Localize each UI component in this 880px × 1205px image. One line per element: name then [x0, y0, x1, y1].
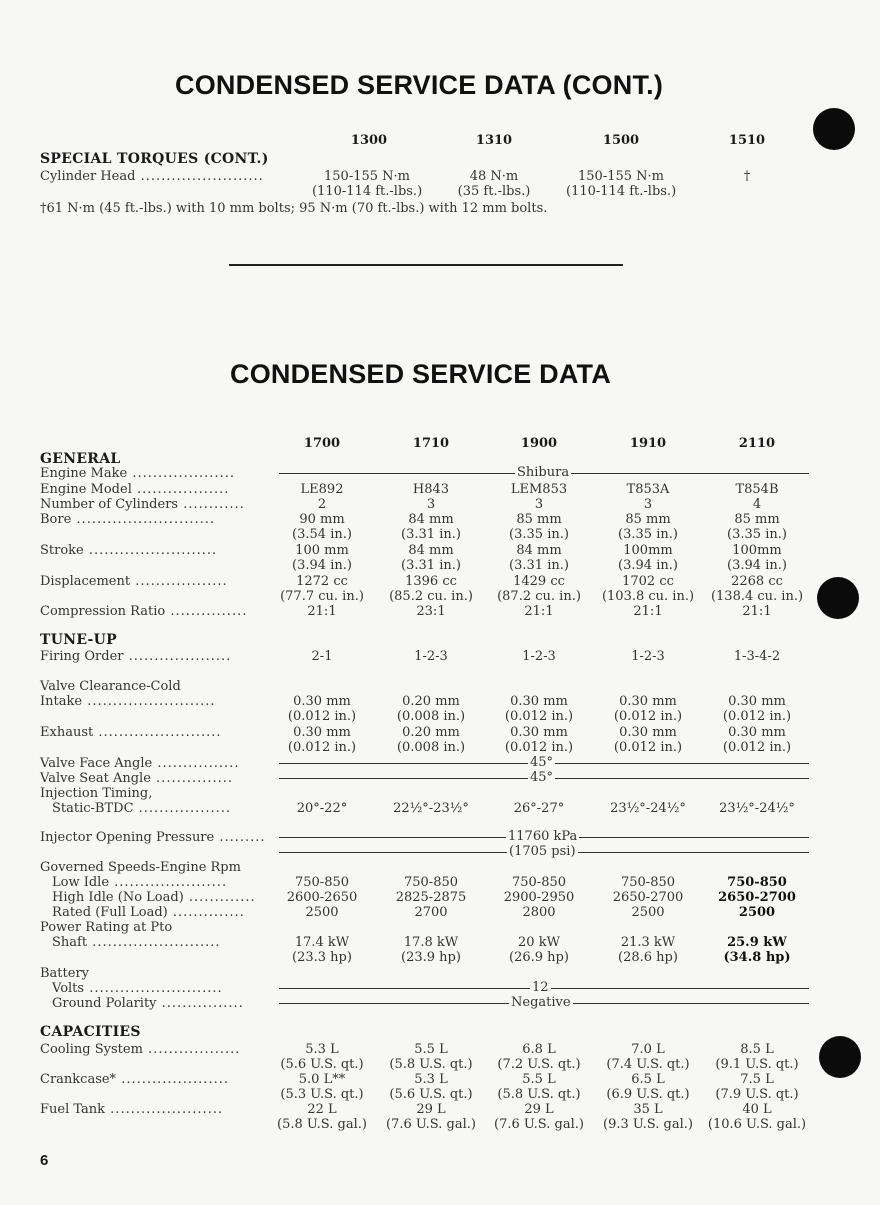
data-cell-engine-model: LE892 — [300, 482, 344, 497]
row-label: Bore ........................... — [40, 512, 216, 527]
data-cell-low-idle: 750-850 — [727, 875, 787, 890]
data-cell-intake-1: 0.30 mm — [619, 694, 677, 709]
data-cell-fuel-1: 22 L — [307, 1102, 337, 1117]
data-cell-high-idle: 2650-2700 — [612, 890, 684, 905]
data-cell-intake-1: 0.30 mm — [728, 694, 786, 709]
data-cell-disp-2: (85.2 cu. in.) — [389, 589, 473, 604]
data-cell-cylinders: 4 — [752, 497, 762, 512]
data-cell-intake-2: (0.012 in.) — [504, 709, 574, 724]
data-cell-compression: 21:1 — [742, 604, 772, 619]
data-cell-stroke-1: 100mm — [623, 543, 673, 558]
section-heading-special-torques: SPECIAL TORQUES (CONT.) — [40, 151, 269, 167]
data-cell-firing-order: 1-2-3 — [631, 649, 665, 664]
data-cell-shaft-1: 25.9 kW — [727, 935, 787, 950]
data-cell-shaft-1: 21.3 kW — [620, 935, 676, 950]
data-cell-exhaust-2: (0.012 in.) — [287, 740, 357, 755]
data-cell-crank-2: (7.9 U.S. qt.) — [715, 1087, 799, 1102]
row-label: Cooling System .................. — [40, 1042, 241, 1057]
top-value: (110-114 ft.-lbs.) — [312, 184, 423, 199]
data-cell-exhaust-2: (0.012 in.) — [504, 740, 574, 755]
binder-hole-bottom — [819, 1036, 861, 1078]
data-cell-bore-1: 85 mm — [734, 512, 780, 527]
data-cell-shaft-1: 17.8 kW — [403, 935, 459, 950]
row-label: Exhaust ........................ — [40, 725, 222, 740]
data-cell-crank-1: 5.0 L** — [298, 1072, 346, 1087]
top-model-header: 1500 — [602, 133, 640, 148]
section-heading-capacities: CAPACITIES — [40, 1024, 141, 1040]
data-cell-bore-2: (3.35 in.) — [509, 527, 569, 542]
row-label: Low Idle ...................... — [52, 875, 228, 890]
data-cell-cylinders: 3 — [534, 497, 544, 512]
data-cell-engine-model: LEM853 — [510, 482, 568, 497]
top-value: 150-155 N·m — [324, 169, 410, 184]
data-cell-bore-1: 84 mm — [408, 512, 454, 527]
data-cell-intake-1: 0.20 mm — [402, 694, 460, 709]
row-label: Firing Order .................... — [40, 649, 232, 664]
data-cell-low-idle: 750-850 — [511, 875, 567, 890]
data-cell-static-btdc: 23½°-24½° — [610, 801, 686, 816]
data-cell-bore-1: 85 mm — [516, 512, 562, 527]
span-value: Negative — [511, 995, 571, 1010]
data-cell-intake-2: (0.012 in.) — [287, 709, 357, 724]
data-cell-static-btdc: 23½°-24½° — [719, 801, 795, 816]
data-cell-engine-model: T853A — [626, 482, 670, 497]
data-cell-crank-2: (5.8 U.S. qt.) — [497, 1087, 581, 1102]
data-cell-low-idle: 750-850 — [294, 875, 350, 890]
model-header: 2110 — [738, 436, 776, 451]
data-cell-static-btdc: 26°-27° — [513, 801, 565, 816]
row-label: Valve Face Angle ................ — [40, 756, 240, 771]
data-cell-stroke-1: 84 mm — [408, 543, 454, 558]
row-label: Static-BTDC .................. — [52, 801, 232, 816]
section-heading-tuneup: TUNE-UP — [40, 632, 118, 648]
data-cell-cooling-1: 5.5 L — [414, 1042, 448, 1057]
data-cell-disp-2: (87.2 cu. in.) — [497, 589, 581, 604]
data-cell-crank-1: 5.5 L — [522, 1072, 556, 1087]
data-cell-stroke-2: (3.31 in.) — [509, 558, 569, 573]
data-cell-firing-order: 1-2-3 — [414, 649, 448, 664]
data-cell-exhaust-2: (0.012 in.) — [613, 740, 683, 755]
data-cell-disp-1: 1396 cc — [405, 574, 457, 589]
data-cell-crank-2: (5.3 U.S. qt.) — [280, 1087, 364, 1102]
data-cell-stroke-1: 100mm — [732, 543, 782, 558]
data-cell-compression: 21:1 — [524, 604, 554, 619]
data-cell-bore-1: 85 mm — [625, 512, 671, 527]
data-cell-intake-2: (0.012 in.) — [722, 709, 792, 724]
data-cell-exhaust-1: 0.20 mm — [402, 725, 460, 740]
data-cell-cylinders: 3 — [426, 497, 436, 512]
data-cell-shaft-2: (23.3 hp) — [292, 950, 352, 965]
data-cell-compression: 23:1 — [416, 604, 446, 619]
row-label: Engine Make .................... — [40, 466, 235, 481]
data-cell-disp-2: (138.4 cu. in.) — [710, 589, 804, 604]
row-label: Compression Ratio ............... — [40, 604, 248, 619]
data-cell-cooling-2: (9.1 U.S. qt.) — [715, 1057, 799, 1072]
span-value: 12 — [532, 980, 549, 995]
row-label: Ground Polarity ................ — [52, 996, 244, 1011]
row-label: Governed Speeds-Engine Rpm — [40, 860, 241, 875]
data-cell-crank-2: (5.6 U.S. qt.) — [389, 1087, 473, 1102]
data-cell-disp-1: 1272 cc — [296, 574, 348, 589]
data-cell-intake-1: 0.30 mm — [510, 694, 568, 709]
data-cell-stroke-2: (3.31 in.) — [401, 558, 461, 573]
top-value: (110-114 ft.-lbs.) — [566, 184, 677, 199]
section-heading-general: GENERAL — [40, 451, 121, 467]
data-cell-exhaust-1: 0.30 mm — [619, 725, 677, 740]
data-cell-cooling-2: (7.4 U.S. qt.) — [606, 1057, 690, 1072]
data-cell-fuel-1: 29 L — [524, 1102, 554, 1117]
data-cell-stroke-2: (3.94 in.) — [292, 558, 352, 573]
data-cell-rated: 2800 — [522, 905, 556, 920]
span-value: 11760 kPa — [508, 829, 578, 844]
top-value: (35 ft.-lbs.) — [457, 184, 531, 199]
data-cell-shaft-1: 20 kW — [518, 935, 560, 950]
data-cell-cooling-1: 6.8 L — [522, 1042, 556, 1057]
data-cell-high-idle: 2600-2650 — [286, 890, 358, 905]
top-value: 48 N·m — [469, 169, 519, 184]
data-cell-crank-1: 6.5 L — [631, 1072, 665, 1087]
data-cell-cylinders: 2 — [317, 497, 327, 512]
data-cell-low-idle: 750-850 — [403, 875, 459, 890]
model-header: 1910 — [629, 436, 667, 451]
row-label: Battery — [40, 966, 90, 981]
data-cell-high-idle: 2650-2700 — [718, 890, 796, 905]
row-label-cylinder-head: Cylinder Head ........................ — [40, 169, 264, 184]
data-cell-disp-2: (77.7 cu. in.) — [280, 589, 364, 604]
data-cell-bore-2: (3.31 in.) — [401, 527, 461, 542]
data-cell-shaft-1: 17.4 kW — [294, 935, 350, 950]
data-cell-stroke-1: 84 mm — [516, 543, 562, 558]
row-label: High Idle (No Load) ............. — [52, 890, 256, 905]
data-cell-firing-order: 1-3-4-2 — [733, 649, 781, 664]
binder-hole-middle — [817, 577, 859, 619]
section-divider — [229, 264, 623, 266]
data-cell-intake-1: 0.30 mm — [293, 694, 351, 709]
data-cell-firing-order: 1-2-3 — [522, 649, 556, 664]
data-cell-rated: 2500 — [631, 905, 665, 920]
data-cell-shaft-2: (28.6 hp) — [618, 950, 678, 965]
data-cell-engine-model: T854B — [735, 482, 779, 497]
top-model-header: 1310 — [475, 133, 513, 148]
data-cell-cooling-1: 8.5 L — [740, 1042, 774, 1057]
row-label: Valve Clearance-Cold — [40, 679, 181, 694]
data-cell-crank-1: 5.3 L — [414, 1072, 448, 1087]
row-label: Valve Seat Angle ............... — [40, 771, 234, 786]
data-cell-stroke-2: (3.94 in.) — [618, 558, 678, 573]
data-cell-disp-1: 2268 cc — [731, 574, 783, 589]
row-label: Fuel Tank ...................... — [40, 1102, 224, 1117]
model-header: 1900 — [520, 436, 558, 451]
data-cell-exhaust-1: 0.30 mm — [728, 725, 786, 740]
row-label: Shaft ......................... — [52, 935, 221, 950]
data-cell-bore-2: (3.35 in.) — [727, 527, 787, 542]
top-model-header: 1510 — [728, 133, 766, 148]
row-label: Number of Cylinders ............ — [40, 497, 245, 512]
data-cell-shaft-2: (34.8 hp) — [723, 950, 791, 965]
data-cell-disp-1: 1429 cc — [513, 574, 565, 589]
row-label: Intake ......................... — [40, 694, 216, 709]
data-cell-firing-order: 2-1 — [311, 649, 333, 664]
top-value: 150-155 N·m — [578, 169, 664, 184]
torque-footnote: †61 N·m (45 ft.-lbs.) with 10 mm bolts; 95 N·m (70 ft.-lbs.) with 12 mm bolts. — [40, 201, 548, 216]
data-cell-stroke-2: (3.94 in.) — [727, 558, 787, 573]
data-cell-disp-1: 1702 cc — [622, 574, 674, 589]
data-cell-disp-2: (103.8 cu. in.) — [601, 589, 695, 604]
data-cell-exhaust-2: (0.008 in.) — [396, 740, 466, 755]
data-cell-static-btdc: 22½°-23½° — [393, 801, 469, 816]
data-cell-high-idle: 2900-2950 — [503, 890, 575, 905]
data-cell-cylinders: 3 — [643, 497, 653, 512]
data-cell-cooling-2: (5.8 U.S. qt.) — [389, 1057, 473, 1072]
data-cell-exhaust-2: (0.012 in.) — [722, 740, 792, 755]
top-value: † — [743, 169, 751, 184]
span-value: 45° — [530, 755, 554, 770]
row-label: Injection Timing, — [40, 786, 153, 801]
data-cell-compression: 21:1 — [633, 604, 663, 619]
data-cell-cooling-1: 7.0 L — [631, 1042, 665, 1057]
page-title-cont: CONDENSED SERVICE DATA (CONT.) — [175, 70, 664, 100]
data-cell-fuel-2: (9.3 U.S. gal.) — [603, 1117, 693, 1132]
row-label: Injector Opening Pressure ......... — [40, 830, 266, 845]
data-cell-fuel-1: 35 L — [633, 1102, 663, 1117]
data-cell-crank-2: (6.9 U.S. qt.) — [606, 1087, 690, 1102]
data-cell-rated: 2700 — [414, 905, 448, 920]
data-cell-fuel-2: (5.8 U.S. gal.) — [277, 1117, 367, 1132]
data-cell-engine-model: H843 — [412, 482, 450, 497]
data-cell-fuel-2: (10.6 U.S. gal.) — [707, 1117, 807, 1132]
span-value: (1705 psi) — [509, 844, 576, 859]
data-cell-high-idle: 2825-2875 — [395, 890, 467, 905]
data-cell-cooling-2: (7.2 U.S. qt.) — [497, 1057, 581, 1072]
data-cell-bore-1: 90 mm — [299, 512, 345, 527]
data-cell-fuel-2: (7.6 U.S. gal.) — [386, 1117, 476, 1132]
row-label: Rated (Full Load) .............. — [52, 905, 245, 920]
data-cell-bore-2: (3.35 in.) — [618, 527, 678, 542]
model-header: 1700 — [303, 436, 341, 451]
span-value: 45° — [530, 770, 554, 785]
data-cell-cooling-2: (5.6 U.S. qt.) — [280, 1057, 364, 1072]
row-label: Crankcase* ..................... — [40, 1072, 229, 1087]
data-cell-shaft-2: (26.9 hp) — [509, 950, 569, 965]
data-cell-intake-2: (0.008 in.) — [396, 709, 466, 724]
data-cell-bore-2: (3.54 in.) — [292, 527, 352, 542]
binder-hole-top — [813, 108, 855, 150]
data-cell-compression: 21:1 — [307, 604, 337, 619]
data-cell-fuel-2: (7.6 U.S. gal.) — [494, 1117, 584, 1132]
row-label: Stroke ......................... — [40, 543, 218, 558]
data-cell-exhaust-1: 0.30 mm — [510, 725, 568, 740]
row-label: Engine Model .................. — [40, 482, 230, 497]
data-cell-fuel-1: 40 L — [742, 1102, 772, 1117]
row-label: Power Rating at Pto — [40, 920, 173, 935]
data-cell-intake-2: (0.012 in.) — [613, 709, 683, 724]
data-cell-crank-1: 7.5 L — [740, 1072, 774, 1087]
page-number: 6 — [40, 1152, 49, 1169]
data-cell-rated: 2500 — [738, 905, 776, 920]
data-cell-shaft-2: (23.9 hp) — [401, 950, 461, 965]
data-cell-static-btdc: 20°-22° — [296, 801, 348, 816]
data-cell-exhaust-1: 0.30 mm — [293, 725, 351, 740]
top-model-header: 1300 — [350, 133, 388, 148]
row-label: Displacement .................. — [40, 574, 228, 589]
data-cell-stroke-1: 100 mm — [295, 543, 349, 558]
row-label: Volts .......................... — [52, 981, 223, 996]
data-cell-fuel-1: 29 L — [416, 1102, 446, 1117]
data-cell-cooling-1: 5.3 L — [305, 1042, 339, 1057]
span-value: Shibura — [517, 465, 570, 480]
model-header: 1710 — [412, 436, 450, 451]
data-cell-rated: 2500 — [305, 905, 339, 920]
page-title: CONDENSED SERVICE DATA — [230, 359, 611, 389]
data-cell-low-idle: 750-850 — [620, 875, 676, 890]
